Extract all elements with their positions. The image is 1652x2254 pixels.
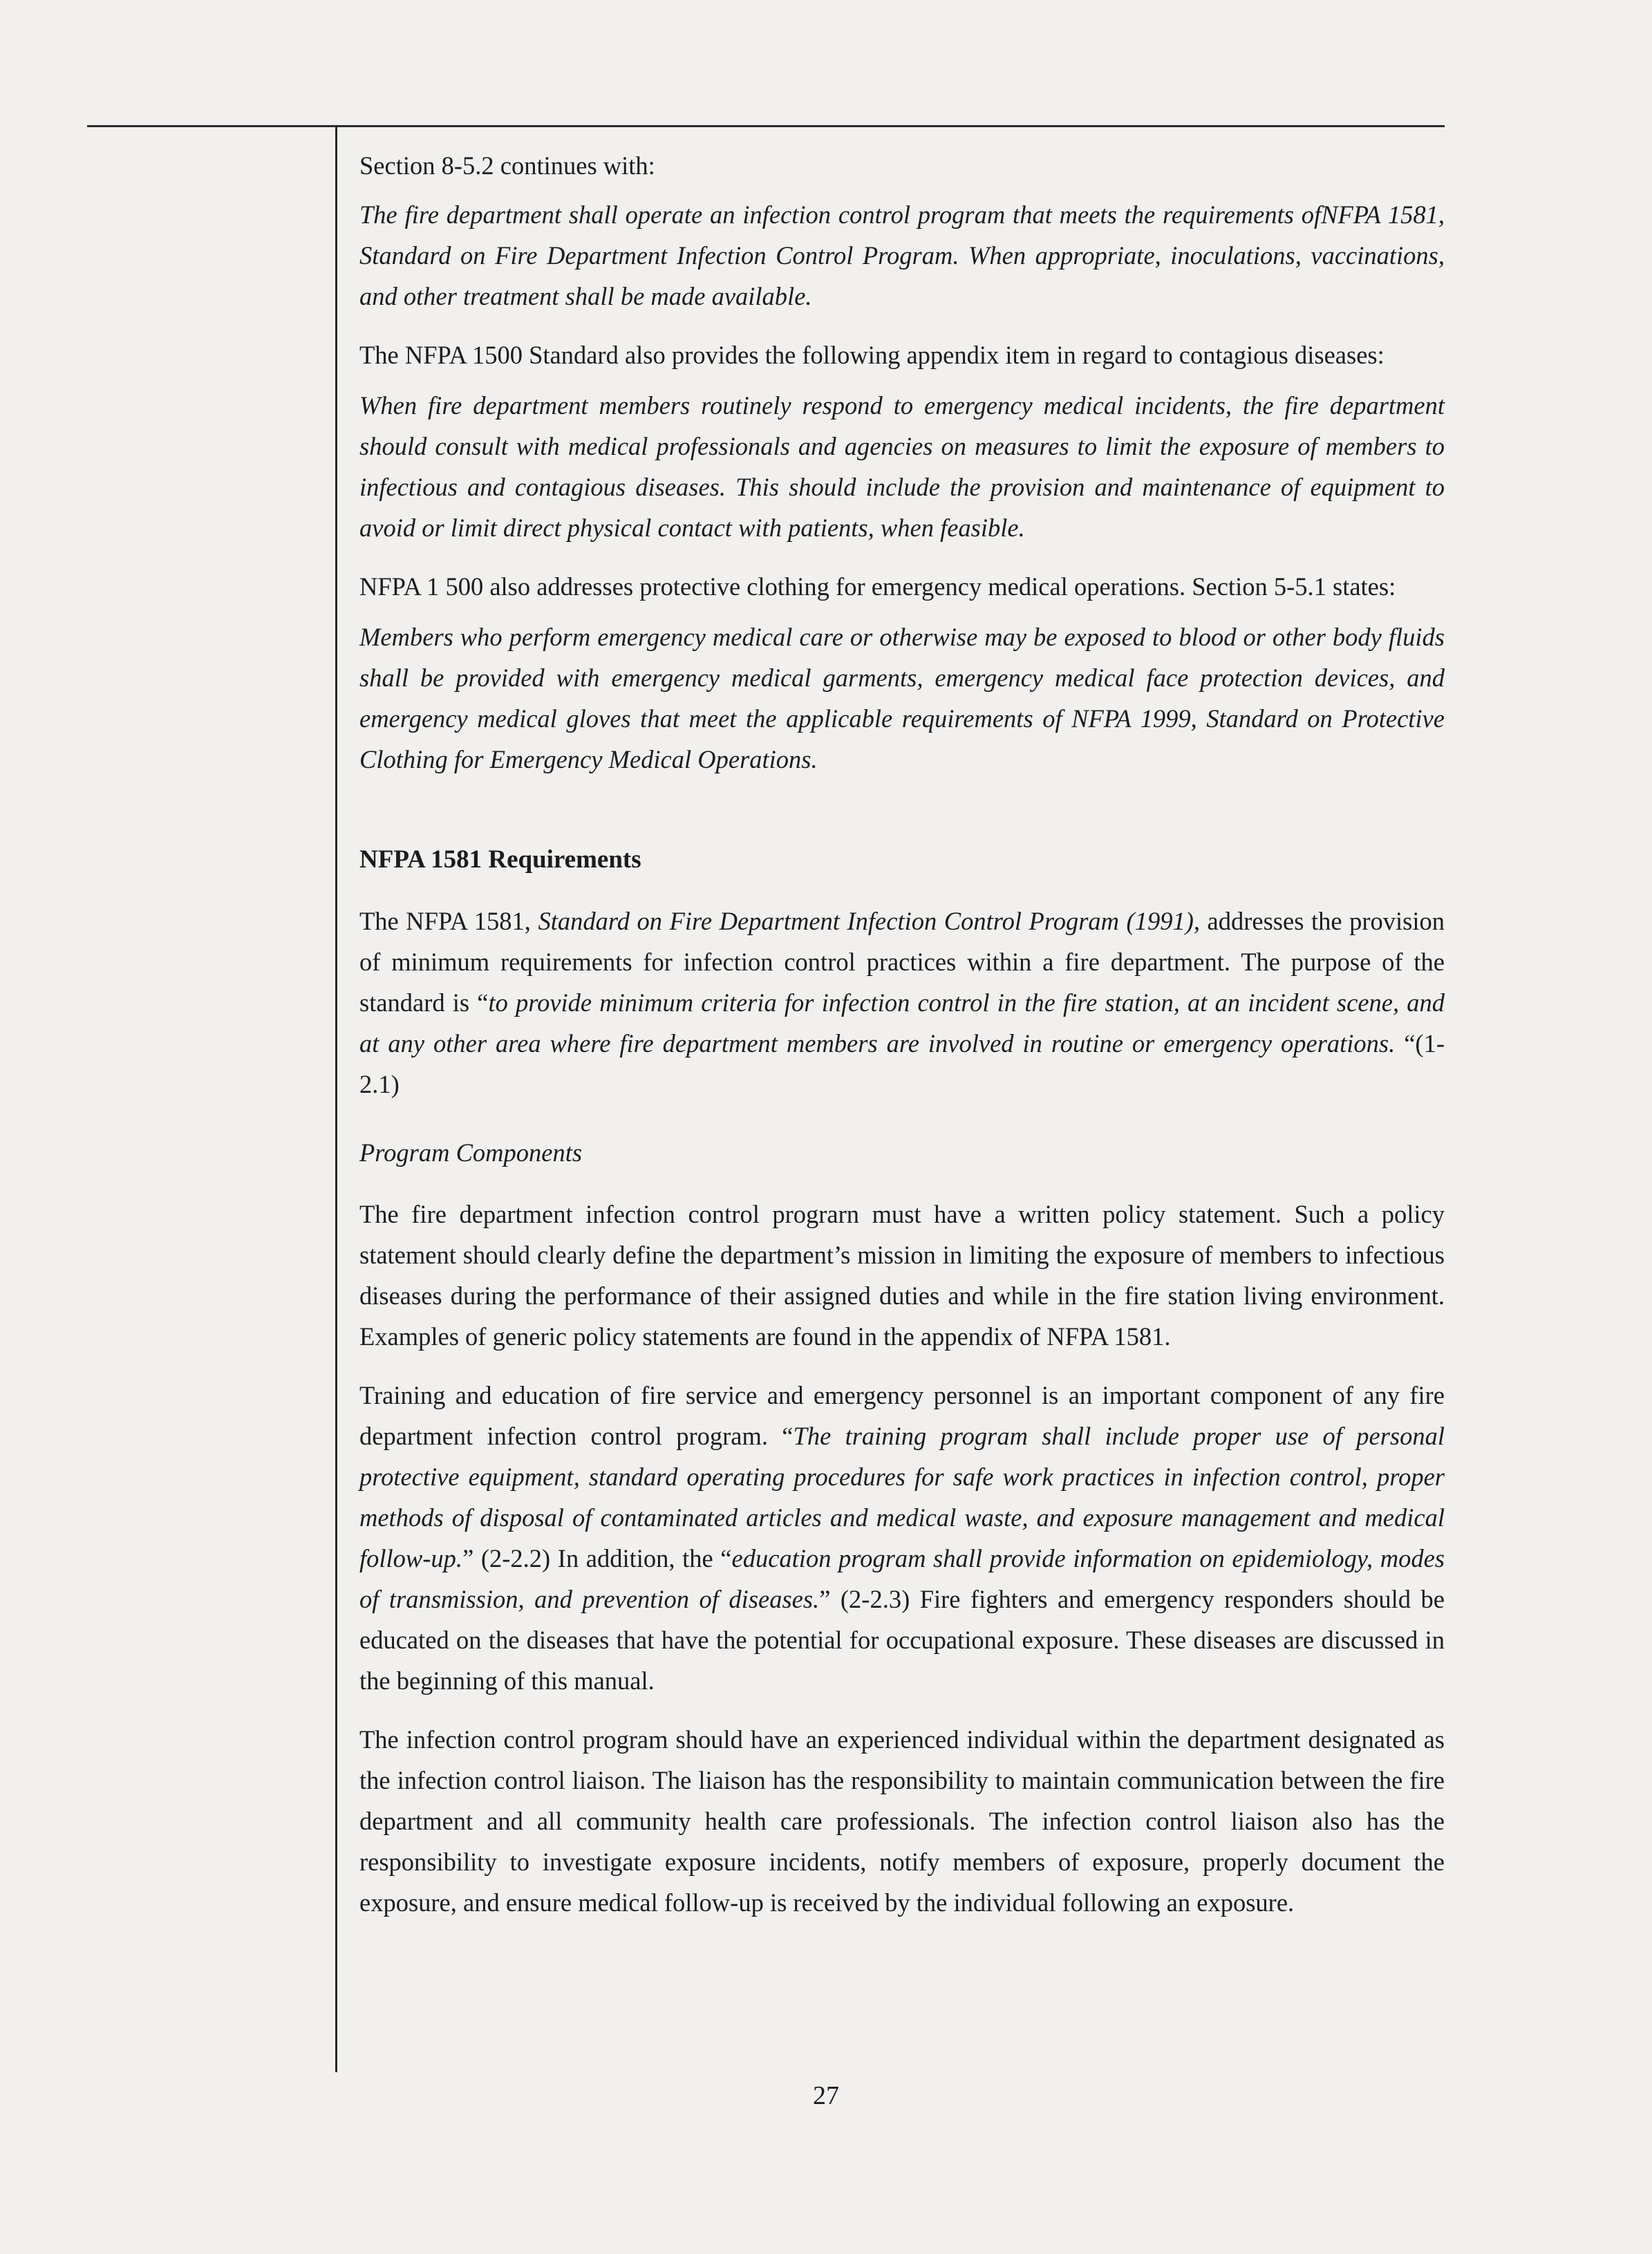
quote-appendix-item: When fire department members routinely respond to emergency medical incidents, the fire department should consult with medical professionals and agencies on measures to limit the exposure of members to infectious and contagious diseases. This should include the provision and maintenance of equipment to avoid or limit direct physical contact with patients, when feasible. bbox=[359, 391, 1445, 542]
top-rule bbox=[87, 125, 1445, 127]
p4-text-a: The NFPA 1581, bbox=[359, 907, 538, 935]
p4-text-c: addresses the provision of minimum requirements for infection control practices within a fire department. The purpose of the standard is “ bbox=[359, 907, 1445, 1017]
p6-education-quote: education program shall provide information on epidemiology, modes of transmission, and prevention of diseases. bbox=[359, 1544, 1445, 1613]
paragraph-section-intro: Section 8-5.2 continues with: bbox=[359, 151, 655, 180]
paragraph-protective-clothing: NFPA 1 500 also addresses protective clothing for emergency medical operations. Section 5-5.1 states: bbox=[359, 572, 1396, 601]
p4-citation: “(1-2.1) bbox=[359, 1029, 1445, 1098]
p6-training-quote: The training program shall include proper use of personal protective equipment, standard operating procedures for safe work practices in infection control, proper methods of disposal of contaminated articles and medical waste, and exposure management and medical follow-up. bbox=[359, 1422, 1445, 1572]
p4-standard-title: Standard on Fire Department Infection Control Program (1991), bbox=[538, 907, 1200, 935]
p4-purpose-quote: to provide minimum criteria for infection control in the fire station, at an incident scene, and at any other area where fire department members are involved in routine or emergency operations. bbox=[359, 988, 1445, 1058]
side-rule bbox=[335, 126, 337, 2072]
page-body bbox=[359, 145, 1445, 1923]
p6-text-a: Training and education of fire service and emergency personnel is an important component of any fire department infection control program. “ bbox=[359, 1381, 1445, 1450]
page-number: 27 bbox=[813, 2081, 839, 2110]
paragraph-nfpa-1581 bbox=[359, 901, 1445, 1105]
heading-nfpa-1581: NFPA 1581 Requirements bbox=[359, 845, 641, 874]
paragraph-training-education bbox=[359, 1375, 1445, 1701]
p6-text-e: ” (2-2.3) Fire fighters and emergency responders should be educated on the diseases that have the potential for occupational exposure. These diseases are discussed in the beginning of this manual. bbox=[359, 1585, 1445, 1695]
paragraph-infection-liaison: The infection control program should have an experienced individual within the department designated as the infection control liaison. The liaison has the responsibility to maintain communication between the fire department and all community health care professionals. The infection control liaison also has the responsibility to investigate exposure incidents, notify members of exposure, properly document the exposure, and ensure medical follow-up is received by the individual following an exposure. bbox=[359, 1725, 1445, 1917]
quote-section-5-5-1: Members who perform emergency medical care or otherwise may be exposed to blood or other body fluids shall be provided with emergency medical garments, emergency medical face protection devices, and emergency medical gloves that meet the applicable requirements of NFPA 1999, Standard on Protective Clothing for Emergency Medical Operations. bbox=[359, 623, 1445, 773]
p6-text-c: ” (2-2.2) In addition, the “ bbox=[462, 1544, 732, 1572]
subheading-program-components: Program Components bbox=[359, 1138, 583, 1167]
paragraph-appendix-intro: The NFPA 1500 Standard also provides the following appendix item in regard to contagious diseases: bbox=[359, 341, 1385, 369]
paragraph-policy-statement: The fire department infection control prograrn must have a written policy statement. Such a policy statement should clearly define the department’s mission in limiting the exposure of members to infectious diseases during the performance of their assigned duties and while in the fire station living environment. Examples of generic policy statements are found in the appendix of NFPA 1581. bbox=[359, 1200, 1445, 1351]
quote-section-8-5-2: The fire department shall operate an infection control program that meets the requirements ofNFPA 1581, Standard on Fire Department Infection Control Program. When appropriate, inoculations, vaccinations, and other treatment shall be made available. bbox=[359, 200, 1445, 310]
